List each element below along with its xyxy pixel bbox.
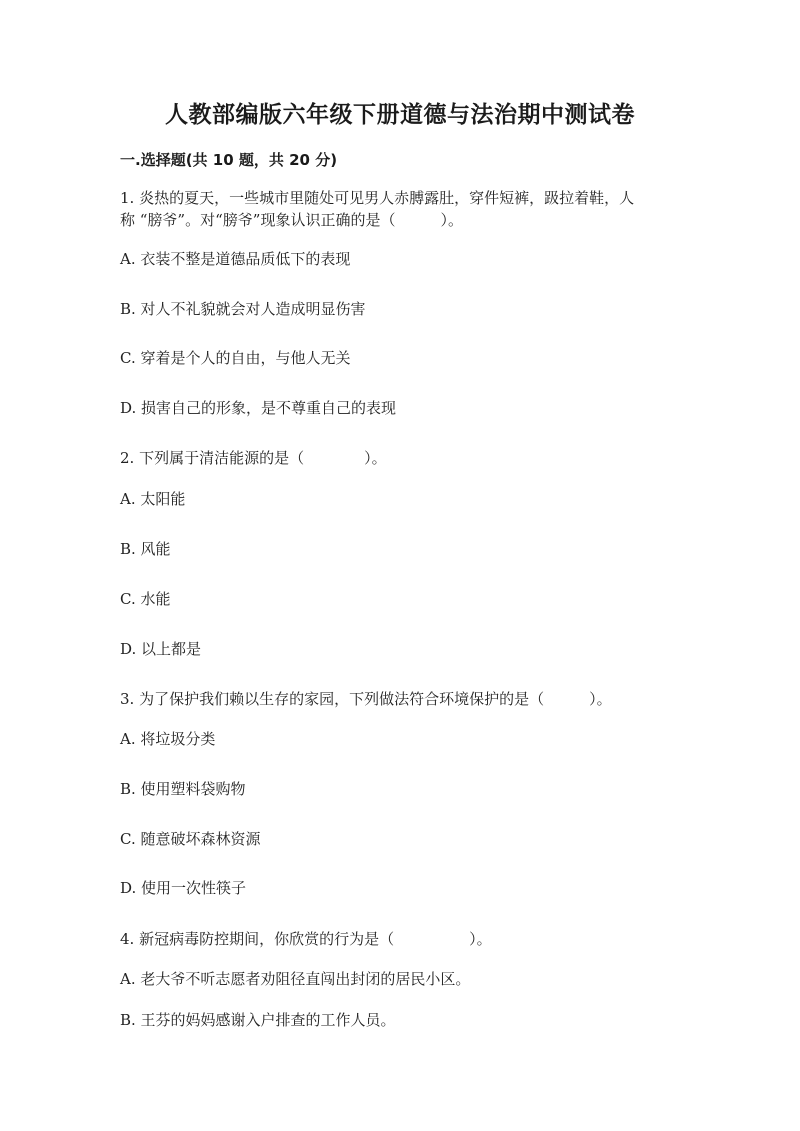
- question-1-option-a: A. 衣装不整是道德品质低下的表现: [120, 250, 351, 268]
- question-2-option-c: C. 水能: [120, 590, 171, 608]
- question-4-option-b: B. 王芬的妈妈感谢入户排查的工作人员。: [120, 1011, 396, 1029]
- question-2-option-d: D. 以上都是: [120, 640, 202, 658]
- question-4-option-a: A. 老大爷不听志愿者劝阻径直闯出封闭的居民小区。: [120, 970, 471, 988]
- question-2-option-a: A. 太阳能: [120, 490, 186, 508]
- question-1-stem-line-2: 称 “膀爷”。对“膀爷”现象认识正确的是（ ）。: [120, 211, 463, 229]
- section-heading: 一.选择题(共 10 题，共 20 分): [120, 151, 338, 169]
- question-1-option-d: D. 损害自己的形象，是不尊重自己的表现: [120, 399, 397, 417]
- question-2-option-b: B. 风能: [120, 540, 171, 558]
- question-1-option-b: B. 对人不礼貌就会对人造成明显伤害: [120, 300, 366, 318]
- question-1-stem-line-1: 1. 炎热的夏天，一些城市里随处可见男人赤膊露肚，穿件短裤，趿拉着鞋，人: [120, 189, 635, 207]
- question-3-stem: 3. 为了保护我们赖以生存的家园，下列做法符合环境保护的是（ ）。: [120, 690, 612, 708]
- question-3-option-b: B. 使用塑料袋购物: [120, 780, 246, 798]
- question-3-option-a: A. 将垃圾分类: [120, 730, 216, 748]
- question-2-stem: 2. 下列属于清洁能源的是（ ）。: [120, 449, 387, 467]
- question-3-option-c: C. 随意破坏森林资源: [120, 830, 261, 848]
- question-1-option-c: C. 穿着是个人的自由，与他人无关: [120, 349, 351, 367]
- page-title: 人教部编版六年级下册道德与法治期中测试卷: [165, 102, 635, 128]
- question-3-option-d: D. 使用一次性筷子: [120, 879, 247, 897]
- question-4-stem: 4. 新冠病毒防控期间，你欣赏的行为是（ ）。: [120, 930, 492, 948]
